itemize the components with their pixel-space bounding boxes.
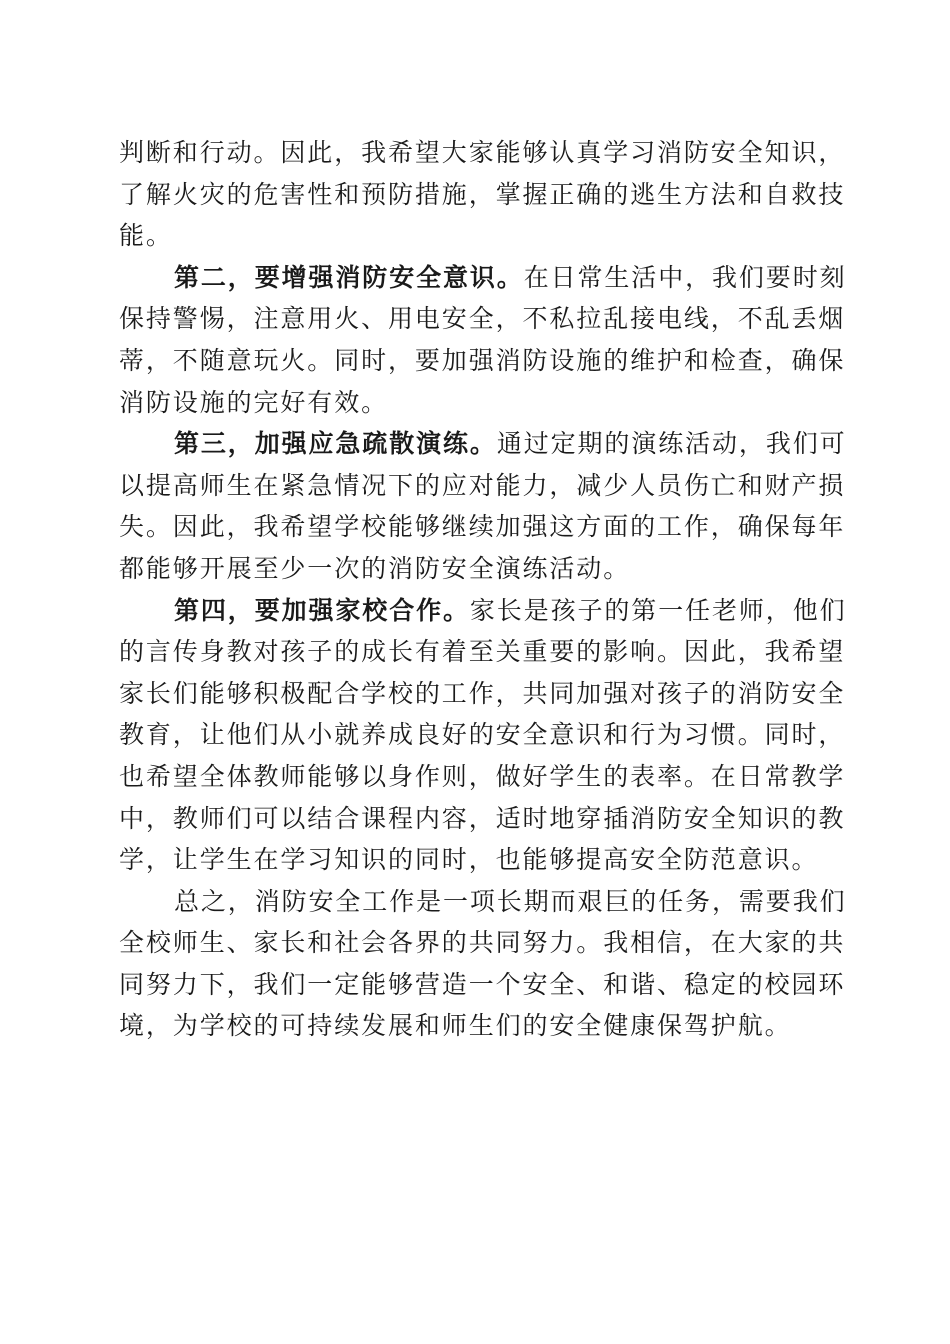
paragraph-3-line-3: 失。因此，我希望学校能够继续加强这方面的工作，确保每年 [119,512,846,542]
paragraph-2-line-2: 保持警惕，注意用火、用电安全，不私拉乱接电线，不乱丢烟 [119,304,846,334]
paragraph-3-line-4: 都能够开展至少一次的消防安全演练活动。 [119,553,631,583]
paragraph-3-line-1-text: 通过定期的演练活动，我们可 [496,429,847,459]
paragraph-2-line-4: 消防设施的完好有效。 [119,387,389,417]
paragraph-4-line-4: 教育，让他们从小就养成良好的安全意识和行为习惯。同时， [119,720,846,750]
paragraph-4-line-5: 也希望全体教师能够以身作则，做好学生的表率。在日常教学 [119,761,846,791]
paragraph-5-line-2: 全校师生、家长和社会各界的共同努力。我相信，在大家的共 [119,928,846,958]
paragraph-4-line-1 [119,590,847,632]
paragraph-2-lead: 第二，要增强消防安全意识。 [174,262,524,292]
paragraph-1-line-1: 判断和行动。因此，我希望大家能够认真学习消防安全知识， [119,138,846,167]
paragraph-2-line-3: 蒂，不随意玩火。同时，要加强消防设施的维护和检查，确保 [119,345,846,375]
paragraph-4-line-2: 的言传身教对孩子的成长有着至关重要的影响。因此，我希望 [119,637,846,667]
paragraph-5-line-4: 境，为学校的可持续发展和师生们的安全健康保驾护航。 [119,1011,792,1041]
paragraph-5-line-1: 总之，消防安全工作是一项长期而艰巨的任务，需要我们 [174,886,847,916]
paragraph-4-line-3: 家长们能够积极配合学校的工作，共同加强对孩子的消防安全 [119,678,846,708]
paragraph-4-line-7: 学，让学生在学习知识的同时，也能够提高安全防范意识。 [119,845,819,875]
document-body [119,132,847,1047]
paragraph-5-line-3: 同努力下，我们一定能够营造一个安全、和谐、稳定的校园环 [119,969,846,999]
paragraph-2-line-1-text: 在日常生活中，我们要时刻 [523,262,847,292]
paragraph-3-line-1 [119,423,847,465]
paragraph-3-lead: 第三，加强应急疏散演练。 [174,429,497,459]
paragraph-2-line-1 [119,257,847,299]
paragraph-4-line-6: 中，教师们可以结合课程内容，适时地穿插消防安全知识的教 [119,803,846,833]
paragraph-1-line-2: 了解火灾的危害性和预防措施，掌握正确的逃生方法和自救技 [119,179,846,209]
paragraph-3-line-2: 以提高师生在紧急情况下的应对能力，减少人员伤亡和财产损 [119,470,846,500]
paragraph-4-line-1-text: 家长是孩子的第一任老师，他们 [469,595,847,625]
paragraph-1-line-3: 能。 [119,221,173,251]
paragraph-4-lead: 第四，要加强家校合作。 [174,595,470,625]
